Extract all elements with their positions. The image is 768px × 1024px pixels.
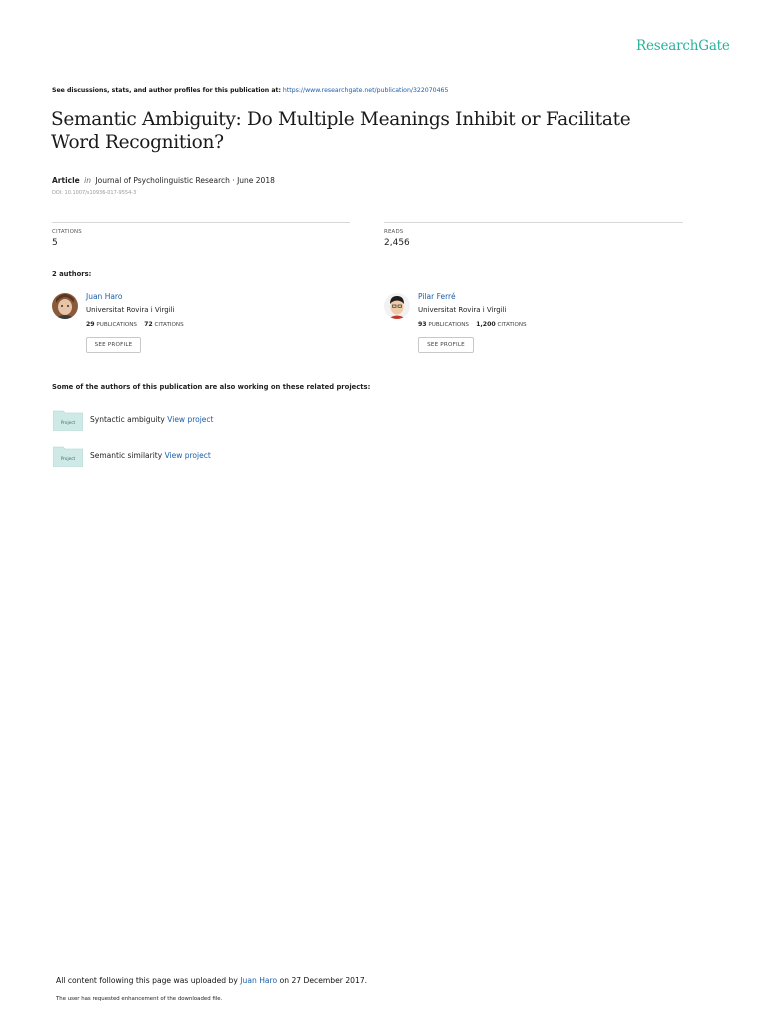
uploader-link[interactable]: Juan Haro: [240, 976, 278, 985]
publications-count: 93: [418, 321, 427, 328]
project-item: [90, 451, 211, 460]
author-avatar[interactable]: [52, 293, 78, 319]
publications-label: PUBLICATIONS: [428, 322, 469, 328]
citations-count: 5: [52, 238, 58, 248]
publication-type: Article: [52, 176, 80, 185]
author-citations-label: CITATIONS: [497, 322, 527, 328]
reads-label: READS: [384, 229, 404, 235]
author-name-link[interactable]: Juan Haro: [86, 292, 123, 301]
doi: DOI: 10.1007/s10936-017-9554-3: [52, 190, 137, 196]
author-citations-count: 1,200: [476, 321, 496, 328]
author-stats: [418, 321, 527, 328]
author-name-link[interactable]: Pilar Ferré: [418, 292, 456, 301]
enhancement-note: The user has requested enhancement of the downloaded file.: [56, 996, 223, 1002]
author-institution: Universitat Rovira i Virgili: [418, 306, 507, 314]
view-project-link[interactable]: View project: [164, 451, 211, 460]
uploaded-suffix: on 27 December 2017.: [279, 976, 368, 985]
project-icon-label: Project: [60, 420, 76, 425]
in-word: in: [84, 176, 91, 185]
article-info-line: [52, 176, 275, 185]
view-project-link[interactable]: View project: [167, 415, 214, 424]
project-icon-label: Project: [60, 456, 76, 461]
journal-name: Journal of Psycholinguistic Research: [95, 176, 230, 185]
citations-divider: [52, 222, 350, 223]
author-institution: Universitat Rovira i Virgili: [86, 306, 175, 314]
reads-divider: [384, 222, 683, 223]
publications-label: PUBLICATIONS: [96, 322, 137, 328]
publications-count: 29: [86, 321, 95, 328]
date-separator: ·: [232, 176, 235, 185]
see-discussions-line: [52, 87, 448, 94]
project-folder-icon: [53, 445, 83, 467]
project-item: [90, 415, 213, 424]
author-stats: [86, 321, 184, 328]
reads-count: 2,456: [384, 238, 410, 248]
related-projects-heading: Some of the authors of this publication are also working on these related projects:: [52, 383, 371, 391]
project-name: Syntactic ambiguity: [90, 415, 165, 424]
see-discussions-label: See discussions, stats, and author profiles for this publication at:: [52, 87, 281, 94]
citations-label: CITATIONS: [52, 229, 82, 235]
publication-title: Semantic Ambiguity: Do Multiple Meanings Inhibit or Facilitate Word Recognition?: [51, 109, 631, 153]
authors-heading: 2 authors:: [52, 270, 92, 278]
author-citations-count: 72: [144, 321, 153, 328]
author-avatar[interactable]: [384, 293, 410, 319]
uploaded-prefix: All content following this page was uploaded by: [56, 976, 238, 985]
project-name: Semantic similarity: [90, 451, 163, 460]
author-citations-label: CITATIONS: [154, 322, 184, 328]
project-folder-icon: [53, 409, 83, 431]
see-profile-button[interactable]: SEE PROFILE: [86, 337, 141, 353]
uploaded-note: [56, 976, 367, 985]
publication-date: June 2018: [237, 176, 275, 185]
see-profile-button[interactable]: SEE PROFILE: [418, 337, 474, 353]
publication-url-link[interactable]: https://www.researchgate.net/publication/322070465: [282, 87, 449, 94]
researchgate-logo[interactable]: ResearchGate: [636, 38, 730, 54]
